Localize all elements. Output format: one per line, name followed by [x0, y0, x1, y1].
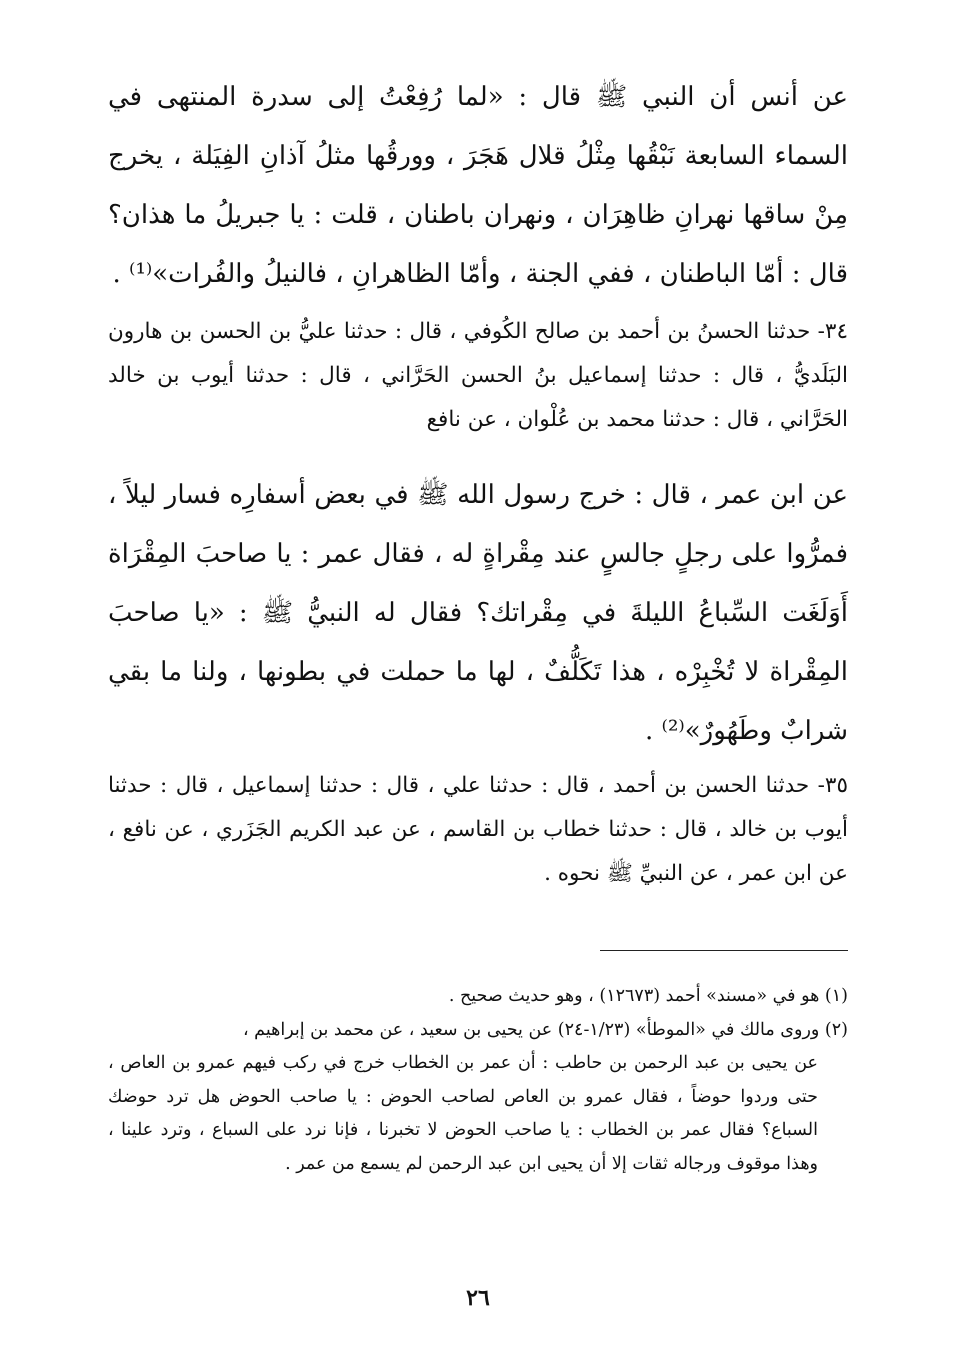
hadith-34-isnad: ٣٤- حدثنا الحسنُ بن أحمد بن صالح الكُوفي ، قال : حدثنا عليُّ بن الحسن بن هارون البَلَديُّ ، قال : حدثنا إسماعيل بنُ الحسن الحَرَّاني ، قال : حدثنا أيوب بن خالد الحَرَّاني ، قال : حدثنا محمد بن عُلْوان ، عن نافع: [108, 319, 848, 432]
footnote-2-first-line: (٢) وروى مالك في «الموطأ» (١/٢٣-٢٤) عن يحيى بن سعيد ، عن محمد بن إبراهيم ،: [242, 1019, 848, 1040]
hadith-34-matn: عن ابن عمر ، قال : خرج رسول الله ﷺ في بعض أسفارِه فسار ليلاً ، فمرُّوا على رجلٍ جالسٍ عند مِقْراةٍ له ، فقال عمر : يا صاحبَ المِقْرَاة أَوَلَغَت السِّباعُ الليلةَ في مِقْراتك؟ فقال له النبيُّ ﷺ : «يا صاحبَ المِقْراة لا تُخْبِرْه ، هذا تَكَلُّفٌ ، لها ما حملت في بطونها ، ولنا ما بقي شرابٌ وطَهُورٌ»⁽²⁾ .: [108, 480, 848, 746]
footnote-1: (١) هو في «مسند» أحمد (١٢٦٧٣) ، وهو حديث صحيح .: [448, 986, 848, 1006]
page-number: ٢٦: [466, 1285, 490, 1311]
footnote-separator: [600, 950, 848, 951]
hadith-35-isnad: ٣٥- حدثنا الحسن بن أحمد ، قال : حدثنا علي ، قال : حدثنا إسماعيل ، قال : حدثنا أيوب بن خالد ، قال : حدثنا خطاب بن القاسم ، عن عبد الكريم الجَزَري ، عن نافع ، عن ابن عمر ، عن النبيِّ ﷺ نحوه .: [108, 773, 848, 886]
hadith-34-isnad-block: [108, 310, 848, 442]
hadith-34-text-block: [108, 466, 848, 761]
footnotes-section: [108, 980, 848, 1181]
hadith-33-matn: عن أنس أن النبي ﷺ قال : «لما رُفِعْتُ إلى سدرة المنتهى في السماء السابعة نَبْقُها مِثْلُ قلال هَجَرَ ، وورقُها مثلُ آذانِ الفِيَلة ، يخرج مِنْ ساقها نهرانِ ظاهِرَان ، ونهران باطنان ، قلت : يا جبريلُ ما هذان؟ قال : أمّا الباطنان ، ففي الجنة ، وأمّا الظاهرانِ ، فالنيلُ والفُرات»⁽¹⁾ .: [108, 82, 848, 289]
hadith-35-isnad-block: [108, 764, 848, 896]
hadith-33-text-block: [108, 68, 848, 304]
footnote-2-continuation: عن يحيى بن عبد الرحمن بن حاطب : أن عمر بن الخطاب خرج في ركب فيهم عمرو بن العاص ، حتى وردوا حوضاً ، فقال عمرو بن العاص لصاحب الحوض : يا صاحب الحوض هل ترد حوضك السباع؟ فقال عمر بن الخطاب : يا صاحب الحوض لا تخبرنا ، فإنا نرد على السباع ، وترد علينا ، وهذا موقوف ورجاله ثقات إلا أن يحيى ابن عبد الرحمن لم يسمع من عمر .: [108, 1053, 818, 1174]
